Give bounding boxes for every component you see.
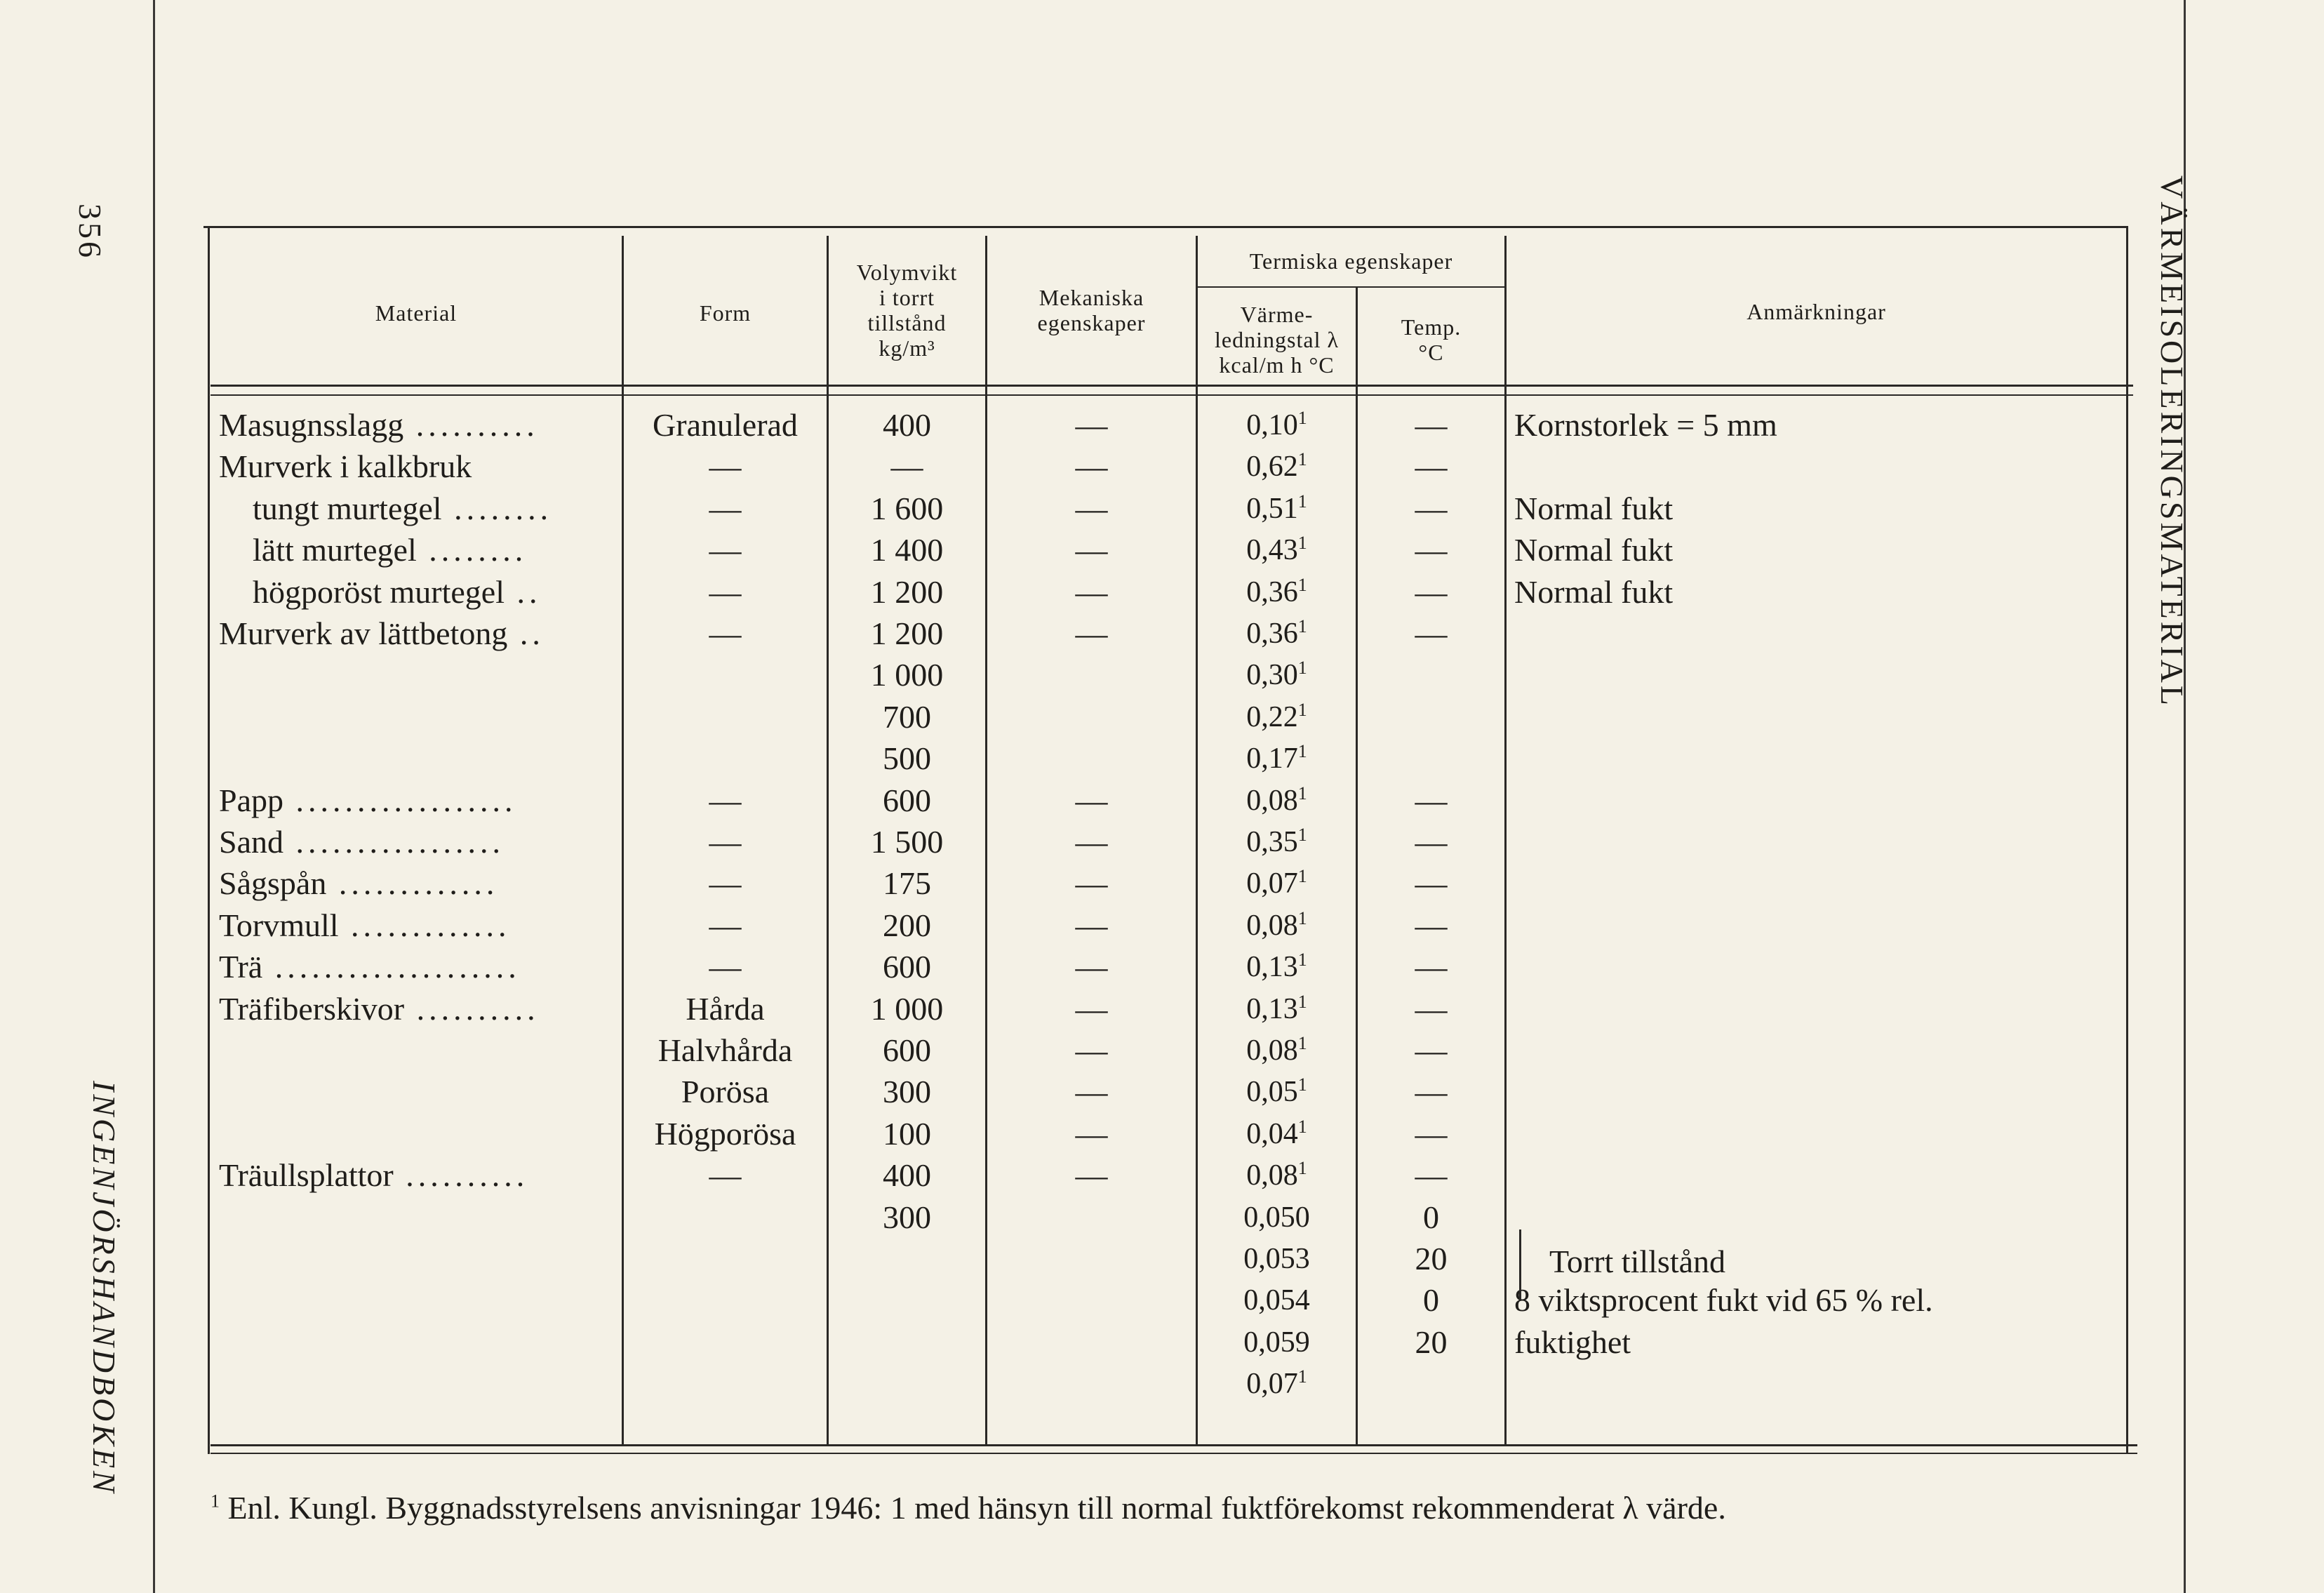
material-cell (253, 571, 542, 613)
volymvikt-cell: 1 500 (870, 824, 944, 860)
volymvikt-cell: 600 (883, 949, 931, 985)
lambda-value: 0,17 (1246, 742, 1298, 775)
lambda-value: 0,13 (1246, 992, 1298, 1025)
mekaniska-cell: — (1075, 407, 1108, 443)
form-cell: — (709, 865, 742, 902)
anmarkning-cell: Normal fukt (1514, 532, 1674, 568)
lambda-value: 0,059 (1243, 1326, 1310, 1359)
lambda-value: 0,62 (1246, 451, 1298, 484)
temp-cell: — (1415, 448, 1448, 485)
form-cell: — (709, 1157, 742, 1194)
lambda-footnote-mark: 1 (1297, 991, 1307, 1012)
header-mekaniska-line: egenskaper (1037, 310, 1146, 335)
lambda-footnote-mark: 1 (1297, 1033, 1307, 1053)
lambda-value: 0,07 (1246, 1368, 1298, 1401)
mekaniska-cell: — (1075, 1074, 1108, 1110)
material-cell (219, 1154, 528, 1197)
leader-dots: ........ (441, 490, 553, 526)
leader-dots: .................... (262, 949, 521, 985)
table-bottom-rule (211, 1444, 2137, 1446)
temp-cell: — (1415, 407, 1448, 443)
lambda-footnote-mark: 1 (1297, 616, 1307, 636)
material-name: Sand (219, 824, 283, 860)
leader-dots: ........ (416, 532, 528, 568)
lambda-footnote-mark: 1 (1297, 1158, 1307, 1179)
mekaniska-cell: — (1075, 573, 1108, 610)
col-rule-8 (2126, 226, 2128, 1454)
volymvikt-cell: — (890, 448, 923, 485)
material-name: Träfiberskivor (219, 990, 405, 1027)
temp-cell: 0 (1423, 1199, 1439, 1235)
material-cell (253, 488, 552, 530)
volymvikt-cell: 1 400 (870, 532, 944, 568)
lambda-footnote-mark: 1 (1297, 491, 1307, 512)
brace (1519, 1229, 1528, 1300)
temp-cell: — (1415, 1157, 1448, 1194)
leader-dots: .......... (403, 407, 539, 443)
lambda-footnote-mark: 1 (1297, 825, 1307, 845)
material-cell (219, 780, 517, 822)
leader-dots: .. (507, 615, 545, 651)
lambda-cell (1198, 821, 1356, 863)
lambda-cell (1198, 1029, 1356, 1072)
header-varme-line: ledningstal λ (1215, 327, 1339, 352)
temp-cell: 20 (1415, 1324, 1448, 1360)
lambda-cell (1198, 488, 1356, 530)
page-number: 356 (72, 204, 108, 260)
volymvikt-cell: 200 (883, 907, 931, 943)
form-cell: — (709, 532, 742, 568)
temp-cell: — (1415, 949, 1448, 985)
form-cell: — (709, 824, 742, 860)
lambda-value: 0,43 (1246, 534, 1298, 567)
lambda-cell (1198, 1197, 1356, 1239)
lambda-value: 0,22 (1246, 700, 1298, 733)
material-cell (253, 529, 527, 571)
lambda-footnote-mark: 1 (1297, 699, 1307, 720)
mekaniska-cell: — (1075, 949, 1108, 985)
material-cell (219, 821, 505, 863)
material-name: lätt murtegel (253, 532, 417, 568)
header-volymvikt-line: tillstånd (867, 310, 947, 335)
form-cell: — (709, 907, 742, 943)
lambda-footnote-mark: 1 (1297, 658, 1307, 679)
lambda-cell (1198, 905, 1356, 947)
material-name: Trä (219, 949, 263, 985)
lambda-cell (1198, 529, 1356, 571)
lambda-cell (1198, 946, 1356, 988)
material-name: Sågspån (219, 865, 327, 902)
material-cell (219, 404, 539, 446)
volymvikt-cell: 300 (883, 1074, 931, 1110)
lambda-footnote-mark: 1 (1297, 408, 1307, 428)
temp-cell: — (1415, 573, 1448, 610)
lambda-value: 0,10 (1246, 409, 1298, 441)
leader-dots: .................. (283, 782, 517, 818)
col-rule-7 (1504, 236, 1507, 1444)
mekaniska-cell: — (1075, 615, 1108, 651)
temp-cell: — (1415, 865, 1448, 902)
temp-cell: 20 (1415, 1241, 1448, 1277)
form-cell: — (709, 782, 742, 818)
leader-dots: ................. (283, 824, 505, 860)
leader-dots: .......... (404, 990, 540, 1027)
mekaniska-cell: — (1075, 448, 1108, 485)
mekaniska-cell: — (1075, 907, 1108, 943)
col-rule-1 (208, 226, 210, 1454)
temp-cell: — (1415, 990, 1448, 1027)
form-cell: — (709, 615, 742, 651)
mekaniska-cell: — (1075, 1115, 1108, 1152)
lambda-cell (1198, 738, 1356, 780)
lambda-value: 0,04 (1246, 1117, 1298, 1150)
header-volymvikt-line: Volymvikt (856, 260, 958, 285)
running-head-left: INGENJÖRSHANDBOKEN (86, 1081, 122, 1495)
material-cell (219, 446, 472, 488)
lambda-value: 0,08 (1246, 909, 1298, 942)
lambda-footnote-mark: 1 (1297, 533, 1307, 554)
lambda-footnote-mark: 1 (1297, 741, 1307, 762)
volymvikt-cell: 1 000 (870, 990, 944, 1027)
lambda-value: 0,08 (1246, 1034, 1298, 1067)
material-cell (219, 862, 498, 905)
volymvikt-cell: 400 (883, 1157, 931, 1194)
lambda-value: 0,36 (1246, 618, 1298, 650)
material-cell (219, 988, 540, 1030)
lambda-cell (1198, 613, 1356, 655)
lambda-cell (1198, 1279, 1356, 1321)
lambda-cell (1198, 446, 1356, 488)
lambda-footnote-mark: 1 (1297, 574, 1307, 595)
running-head-right: VÄRMEISOLERINGSMATERIAL (2154, 175, 2190, 708)
lambda-value: 0,35 (1246, 826, 1298, 858)
header-bottom-rule (211, 385, 2133, 387)
lambda-value: 0,050 (1243, 1201, 1310, 1234)
temp-cell: 0 (1423, 1282, 1439, 1319)
lambda-cell (1198, 1154, 1356, 1197)
brace-note: Torrt tillstånd (1549, 1244, 1726, 1279)
anmarkning-cell: 8 viktsprocent fukt vid 65 % rel. (1514, 1282, 1933, 1319)
lambda-cell (1198, 1238, 1356, 1280)
volymvikt-cell: 175 (883, 865, 931, 902)
anmarkning-cell: Normal fukt (1514, 490, 1674, 526)
material-cell (219, 613, 545, 655)
material-cell (219, 946, 521, 988)
mekaniska-cell: — (1075, 532, 1108, 568)
form-cell: Granulerad (653, 407, 798, 443)
lambda-cell (1198, 1363, 1356, 1405)
material-name: Papp (219, 782, 283, 818)
form-cell: Porösa (681, 1074, 770, 1110)
form-cell: Hårda (686, 990, 765, 1027)
lambda-cell (1198, 1113, 1356, 1155)
header-varme-line: kcal/m h °C (1219, 352, 1335, 378)
lambda-footnote-mark: 1 (1297, 449, 1307, 470)
lambda-value: 0,13 (1246, 951, 1298, 984)
lambda-value: 0,36 (1246, 575, 1298, 608)
lambda-footnote-mark: 1 (1297, 907, 1307, 928)
page-edge-left (153, 0, 155, 1593)
header-termiska: Termiska egenskaper (1249, 248, 1453, 274)
temp-cell: — (1415, 1074, 1448, 1110)
lambda-cell (1198, 1071, 1356, 1113)
volymvikt-cell: 1 600 (870, 490, 944, 526)
lambda-cell (1198, 1321, 1356, 1364)
volymvikt-cell: 300 (883, 1199, 931, 1235)
mekaniska-cell: — (1075, 1157, 1108, 1194)
lambda-footnote-mark: 1 (1297, 782, 1307, 804)
material-name: Torvmull (219, 907, 339, 943)
volymvikt-cell: 1 000 (870, 657, 944, 693)
mekaniska-cell: — (1075, 782, 1108, 818)
lambda-cell (1198, 696, 1356, 738)
header-anmarkningar: Anmärkningar (1747, 299, 1886, 324)
temp-cell: — (1415, 490, 1448, 526)
volymvikt-cell: 500 (883, 740, 931, 777)
volymvikt-cell: 600 (883, 782, 931, 818)
temp-cell: — (1415, 1032, 1448, 1068)
lambda-value: 0,053 (1243, 1243, 1310, 1275)
table-bottom-rule-2 (211, 1453, 2137, 1454)
table-top-rule (203, 226, 2126, 228)
lambda-cell (1198, 404, 1356, 446)
temp-cell: — (1415, 532, 1448, 568)
form-cell: — (709, 949, 742, 985)
lambda-cell (1198, 862, 1356, 905)
volymvikt-cell: 700 (883, 698, 931, 735)
lambda-footnote-mark: 1 (1297, 1074, 1307, 1095)
anmarkning-cell: fuktighet (1514, 1324, 1631, 1360)
leader-dots: .......... (393, 1157, 529, 1194)
temp-cell: — (1415, 824, 1448, 860)
form-cell: Halvhårda (657, 1032, 793, 1068)
anmarkning-cell: Normal fukt (1514, 573, 1674, 610)
lambda-footnote-mark: 1 (1297, 866, 1307, 887)
header-form: Form (699, 300, 752, 326)
lambda-value: 0,30 (1246, 659, 1298, 692)
leader-dots: ............. (326, 865, 499, 902)
header-varme (1198, 302, 1356, 378)
header-temp-line: Temp. (1401, 314, 1462, 340)
material-name: Murverk i kalkbruk (219, 448, 472, 485)
temp-cell: — (1415, 1115, 1448, 1152)
lambda-footnote-mark: 1 (1297, 1366, 1307, 1387)
volymvikt-cell: 100 (883, 1115, 931, 1152)
material-name: Murverk av lättbetong (219, 615, 508, 651)
anmarkning-cell: Kornstorlek = 5 mm (1514, 407, 1777, 443)
material-name: Träullsplattor (219, 1157, 394, 1194)
header-material: Material (375, 300, 458, 326)
footnote-text: Enl. Kungl. Byggnadsstyrelsens anvisningar 1946: 1 med hänsyn till normal fuktförekomst rekommenderat λ värde. (220, 1490, 1726, 1526)
material-cell (219, 905, 511, 947)
material-name: högporöst murtegel (253, 573, 505, 610)
temp-cell: — (1415, 907, 1448, 943)
header-volymvikt (829, 260, 985, 361)
form-cell: — (709, 573, 742, 610)
header-temp (1358, 314, 1504, 365)
leader-dots: .. (505, 573, 542, 610)
material-name: Masugnsslagg (219, 407, 404, 443)
footnote-mark: 1 (211, 1491, 220, 1512)
header-mekaniska-line: Mekaniska (1039, 285, 1144, 310)
form-cell: — (709, 448, 742, 485)
mekaniska-cell: — (1075, 1032, 1108, 1068)
lambda-cell (1198, 571, 1356, 613)
lambda-cell (1198, 780, 1356, 822)
volymvikt-cell: 1 200 (870, 573, 944, 610)
temp-cell: — (1415, 782, 1448, 818)
lambda-cell (1198, 654, 1356, 696)
lambda-value: 0,08 (1246, 1159, 1298, 1192)
form-cell: Högporösa (654, 1115, 796, 1152)
header-volymvikt-line: kg/m³ (879, 335, 935, 361)
lambda-footnote-mark: 1 (1297, 949, 1307, 971)
header-volymvikt-line: i torrt (879, 285, 935, 310)
header-temp-line: °C (1418, 340, 1444, 365)
lambda-value: 0,054 (1243, 1284, 1310, 1317)
termiska-rule (1197, 286, 1504, 288)
leader-dots: ............. (338, 907, 511, 943)
mekaniska-cell: — (1075, 490, 1108, 526)
lambda-value: 0,07 (1246, 867, 1298, 900)
lambda-value: 0,08 (1246, 784, 1298, 817)
mekaniska-cell: — (1075, 990, 1108, 1027)
temp-cell: — (1415, 615, 1448, 651)
volymvikt-cell: 1 200 (870, 615, 944, 651)
lambda-footnote-mark: 1 (1297, 1116, 1307, 1137)
header-varme-line: Värme- (1240, 302, 1314, 327)
volymvikt-cell: 400 (883, 407, 931, 443)
material-name: tungt murtegel (253, 490, 442, 526)
lambda-value: 0,51 (1246, 492, 1298, 525)
mekaniska-cell: — (1075, 865, 1108, 902)
lambda-value: 0,05 (1246, 1076, 1298, 1109)
mekaniska-cell: — (1075, 824, 1108, 860)
lambda-cell (1198, 988, 1356, 1030)
footnote (211, 1489, 1726, 1526)
header-mekaniska (987, 285, 1196, 335)
form-cell: — (709, 490, 742, 526)
volymvikt-cell: 600 (883, 1032, 931, 1068)
header-bottom-rule-2 (211, 394, 2133, 396)
